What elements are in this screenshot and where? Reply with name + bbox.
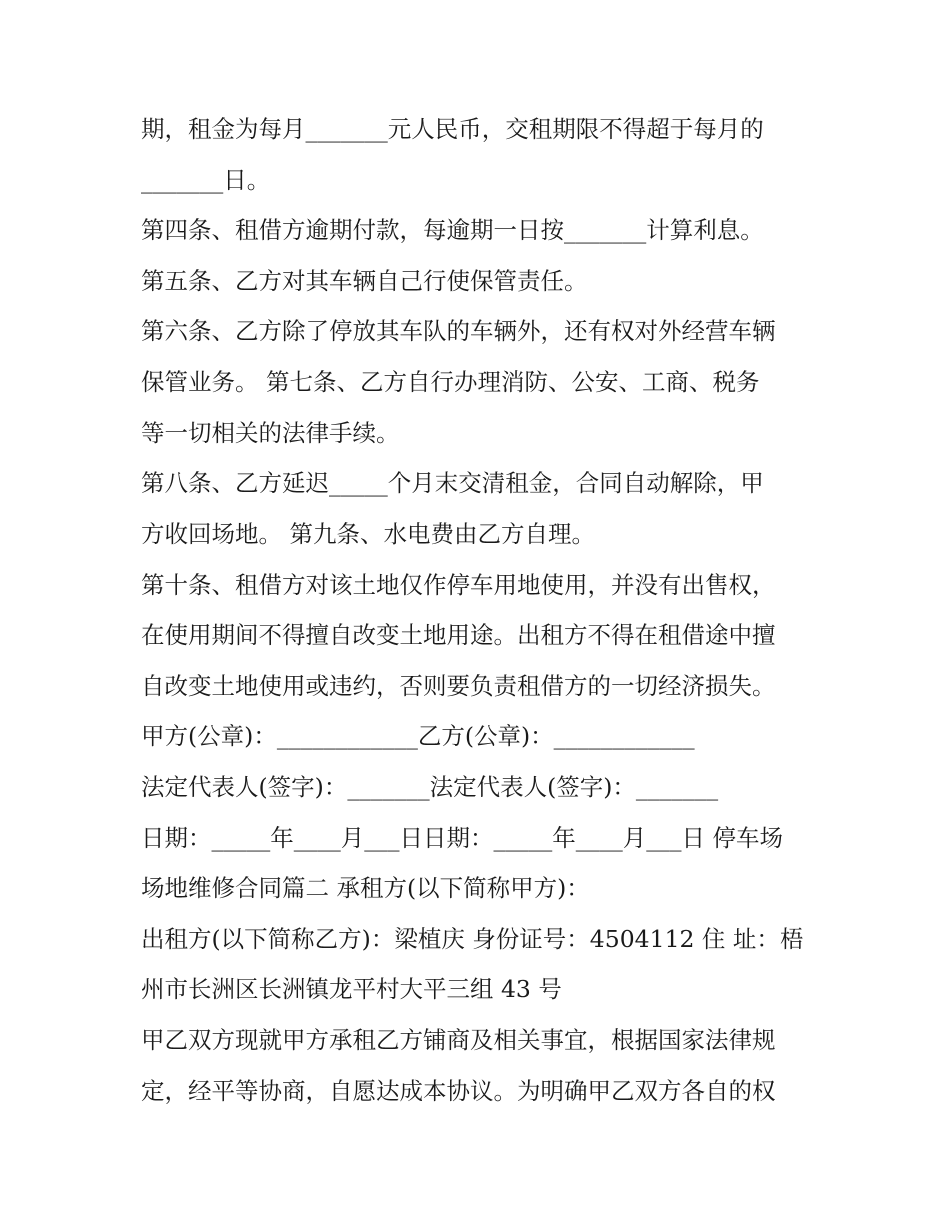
text-line: 第八条、乙方延迟_____个月末交清租金，合同自动解除，甲 <box>141 469 764 497</box>
text-line: 场地维修合同篇二 承租方(以下简称甲方)： <box>141 874 590 902</box>
signature-line-date: 日期：_____年____月___日日期：_____年____月___日 停车场 <box>141 824 783 852</box>
text-line: 定，经平等协商，自愿达成本协议。为明确甲乙双方各自的权 <box>141 1077 776 1105</box>
text-line: 出租方(以下简称乙方)：梁植庆 身份证号：4504112 住 址：梧 <box>141 925 804 953</box>
text-line: 在使用期间不得擅自改变土地用途。出租方不得在租借途中擅 <box>141 621 776 649</box>
text-line: 第六条、乙方除了停放其车队的车辆外，还有权对外经营车辆 <box>141 317 776 345</box>
text-line: 第五条、乙方对其车辆自己行使保管责任。 <box>141 267 588 295</box>
text-line: 期，租金为每月_______元人民币，交租期限不得超于每月的 <box>141 115 764 143</box>
text-line: 自改变土地使用或违约，否则要负责租借方的一切经济损失。 <box>141 672 776 700</box>
signature-line-seal: 甲方(公章)：____________乙方(公章)：____________ <box>141 722 695 750</box>
text-line: 第十条、租借方对该土地仅作停车用地使用，并没有出售权， <box>141 571 776 599</box>
text-line: 方收回场地。 第九条、水电费由乙方自理。 <box>141 520 595 548</box>
text-line: 甲乙双方现就甲方承租乙方铺商及相关事宜，根据国家法律规 <box>141 1026 776 1054</box>
text-line: 第四条、租借方逾期付款，每逾期一日按_______计算利息。 <box>141 216 764 244</box>
text-line: 州市长洲区长洲镇龙平村大平三组 43 号 <box>141 975 562 1003</box>
text-line: _______日。 <box>141 166 271 194</box>
text-line: 等一切相关的法律手续。 <box>141 419 400 447</box>
signature-line-representative: 法定代表人(签字)：_______法定代表人(签字)：_______ <box>141 773 719 801</box>
text-line: 保管业务。 第七条、乙方自行办理消防、公安、工商、税务 <box>141 368 760 396</box>
